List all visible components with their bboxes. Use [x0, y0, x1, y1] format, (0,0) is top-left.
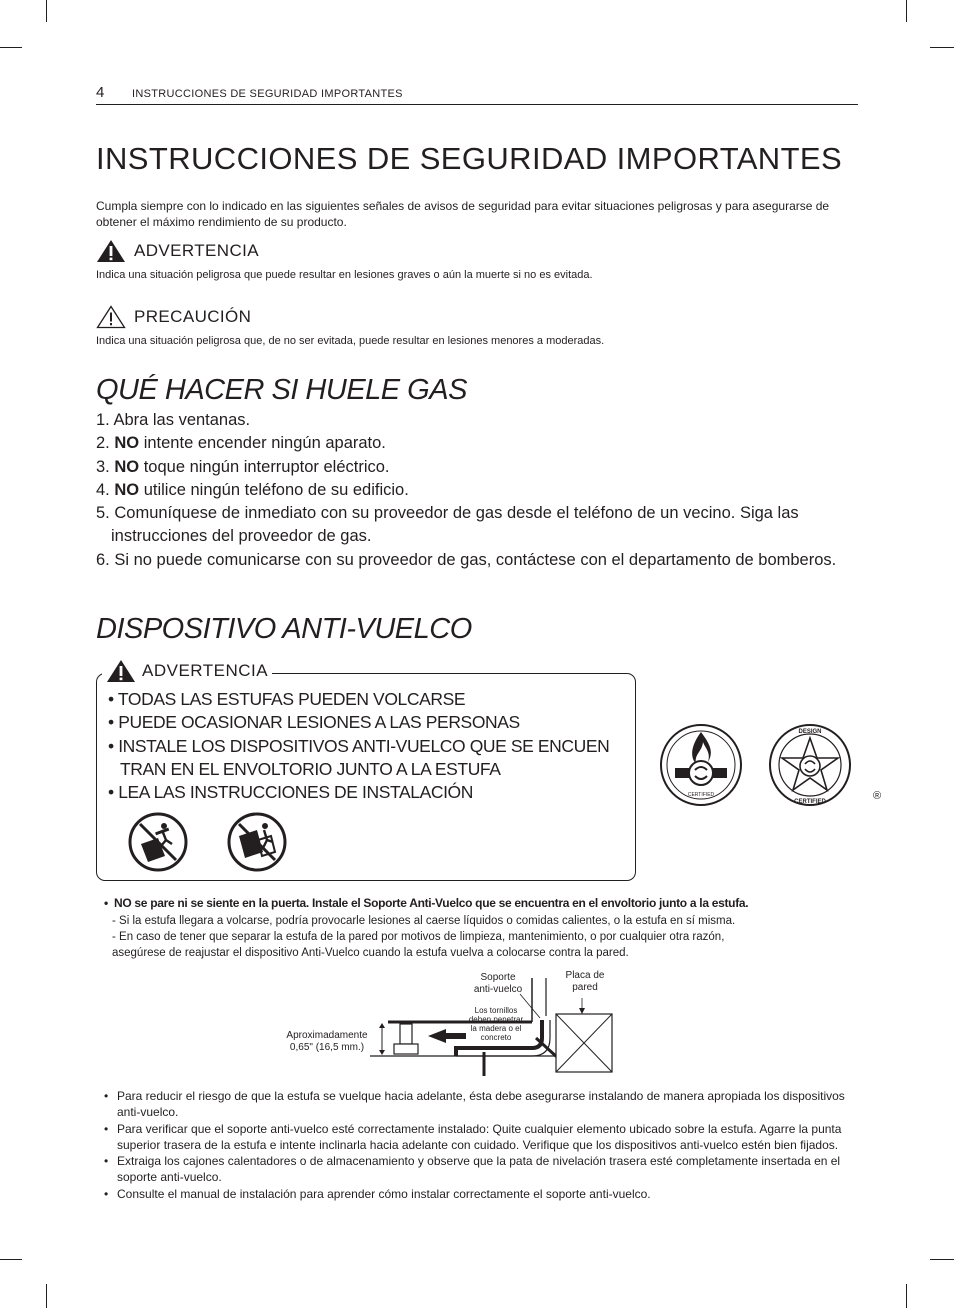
bullet-item: • Para reducir el riesgo de que la estufa se vuelque hacia adelante, ésta debe asegurarse instalando de manera apropiada los dispositivos anti-vuelco. — [104, 1088, 856, 1121]
warning-item: • LEA LAS INSTRUCCIONES DE INSTALACIÓN — [108, 782, 474, 803]
caution-triangle-icon — [96, 305, 126, 329]
precaucion-heading — [96, 305, 251, 329]
crop-mark — [46, 1284, 47, 1308]
crop-mark — [0, 47, 22, 48]
antivuelco-note-line: asegúrese de reajustar el dispositivo Anti-Vuelco cuando la estufa vuelva a colocarse contra la pared. — [112, 947, 629, 959]
crop-mark — [46, 0, 47, 22]
gas-step: 3. NO toque ningún interruptor eléctrico. — [96, 457, 390, 476]
crop-mark — [0, 1259, 22, 1260]
antivuelco-note-line: - Si la estufa llegara a volcarse, podría provocarle lesiones al caerse líquidos o comidas calientes, o la estufa en sí misma. — [112, 915, 736, 927]
csa-design-certified-seal-icon — [767, 722, 853, 808]
registered-mark: ® — [873, 790, 882, 802]
bullet-item: • Consulte el manual de instalación para aprender cómo instalar correctamente el soporte anti-vuelco. — [104, 1186, 856, 1202]
label-screws: Los tornillos deben penetrar la madera o el concreto — [468, 1006, 524, 1042]
seal-text: CERTIFIED — [794, 799, 826, 805]
csa-flame-seal-icon — [658, 722, 744, 808]
crop-mark — [930, 1259, 954, 1260]
label-wall-plate: Placa de pared — [565, 970, 605, 993]
crop-mark — [906, 1284, 907, 1308]
antivuelco-note-line: - En caso de tener que separar la estufa de la pared por motivos de limpieza, mantenimiento, o por cualquier otra razón, — [112, 931, 725, 943]
gas-step: 1. Abra las ventanas. — [96, 411, 251, 429]
crop-mark — [906, 0, 907, 22]
bullet-item: • Extraiga los cajones calentadores o de almacenamiento y observe que la pata de nivelación trasera esté completamente insertada en el soporte anti-vuelco. — [104, 1153, 856, 1186]
antivuelco-warning-list — [108, 688, 630, 804]
antivuelco-bullets — [104, 1088, 856, 1202]
intro-paragraph: Cumpla siempre con lo indicado en las siguientes señales de avisos de seguridad para evitar situaciones peligrosas y para asegurarse de obtener el máximo rendimiento de su producto. — [96, 199, 830, 229]
precaucion-label: PRECAUCIÓN — [134, 307, 252, 326]
precaucion-text: Indica una situación peligrosa que, de no ser evitada, puede resultar en lesiones menores a moderadas. — [96, 335, 605, 347]
gas-steps-list — [96, 409, 856, 572]
warning-item: • PUEDE OCASIONAR LESIONES A LAS PERSONAS — [108, 712, 520, 733]
warning-triangle-icon — [106, 659, 136, 683]
gas-step: 6. Si no puede comunicarse con su proveedor de gas, contáctese con el departamento de bomberos. — [96, 550, 837, 569]
antivuelco-warning-label: ADVERTENCIA — [142, 661, 269, 680]
gas-step: 2. NO intente encender ningún aparato. — [96, 434, 386, 453]
running-header: INSTRUCCIONES DE SEGURIDAD IMPORTANTES — [132, 88, 403, 100]
gas-heading: QUÉ HACER SI HUELE GAS — [96, 374, 467, 406]
crop-mark — [930, 47, 954, 48]
seal-text: CERTIFIED — [687, 792, 715, 798]
warning-triangle-icon — [96, 239, 126, 263]
header-rule — [96, 104, 858, 105]
antivuelco-note: • NO se pare ni se siente en la puerta. Instale el Soporte Anti-Vuelco que se encuentra en el envoltorio junto a la estufa. — [104, 896, 749, 910]
no-sitting-on-door-icon — [227, 812, 287, 872]
page-number: 4 — [96, 84, 105, 101]
anti-tip-bracket-diagram — [270, 968, 630, 1083]
gas-step: 4. NO utilice ningún teléfono de su edificio. — [96, 480, 409, 499]
bullet-item: • Para verificar que el soporte anti-vuelco esté correctamente instalado: Quite cualquier elemento ubicado sobre la estufa. Agarre la punta superior trasera de la estufa e intente inclinarla hacia adelante con cuidado. Verifique que los dispositivos anti-vuelco estén bien fijados. — [104, 1121, 856, 1154]
advertencia-label: ADVERTENCIA — [134, 241, 260, 260]
advertencia-text: Indica una situación peligrosa que puede resultar en lesiones graves o aún la muerte si no es evitada. — [96, 269, 593, 281]
seal-top-text: DESIGN — [798, 729, 822, 735]
gas-step: 5. Comuníquese de inmediato con su proveedor de gas desde el teléfono de un vecino. Siga las instrucciones del proveedor de gas. — [96, 504, 799, 546]
warning-item: • TODAS LAS ESTUFAS PUEDEN VOLCARSE — [108, 689, 466, 709]
advertencia-heading — [96, 239, 259, 263]
antivuelco-heading: DISPOSITIVO ANTI-VUELCO — [96, 613, 472, 645]
warning-item: • INSTALE LOS DISPOSITIVOS ANTI-VUELCO QUE SE ENCUEN TRAN EN EL ENVOLTORIO JUNTO A LA ESTUFA — [108, 735, 610, 779]
no-stepping-on-door-icon — [128, 812, 188, 872]
page-title: INSTRUCCIONES DE SEGURIDAD IMPORTANTES — [96, 141, 843, 176]
label-dimension: Aproximadamente 0,65" (16,5 mm.) — [286, 1030, 368, 1053]
label-bracket: Soporte anti-vuelco — [473, 972, 523, 995]
antivuelco-warning-legend — [102, 659, 272, 683]
